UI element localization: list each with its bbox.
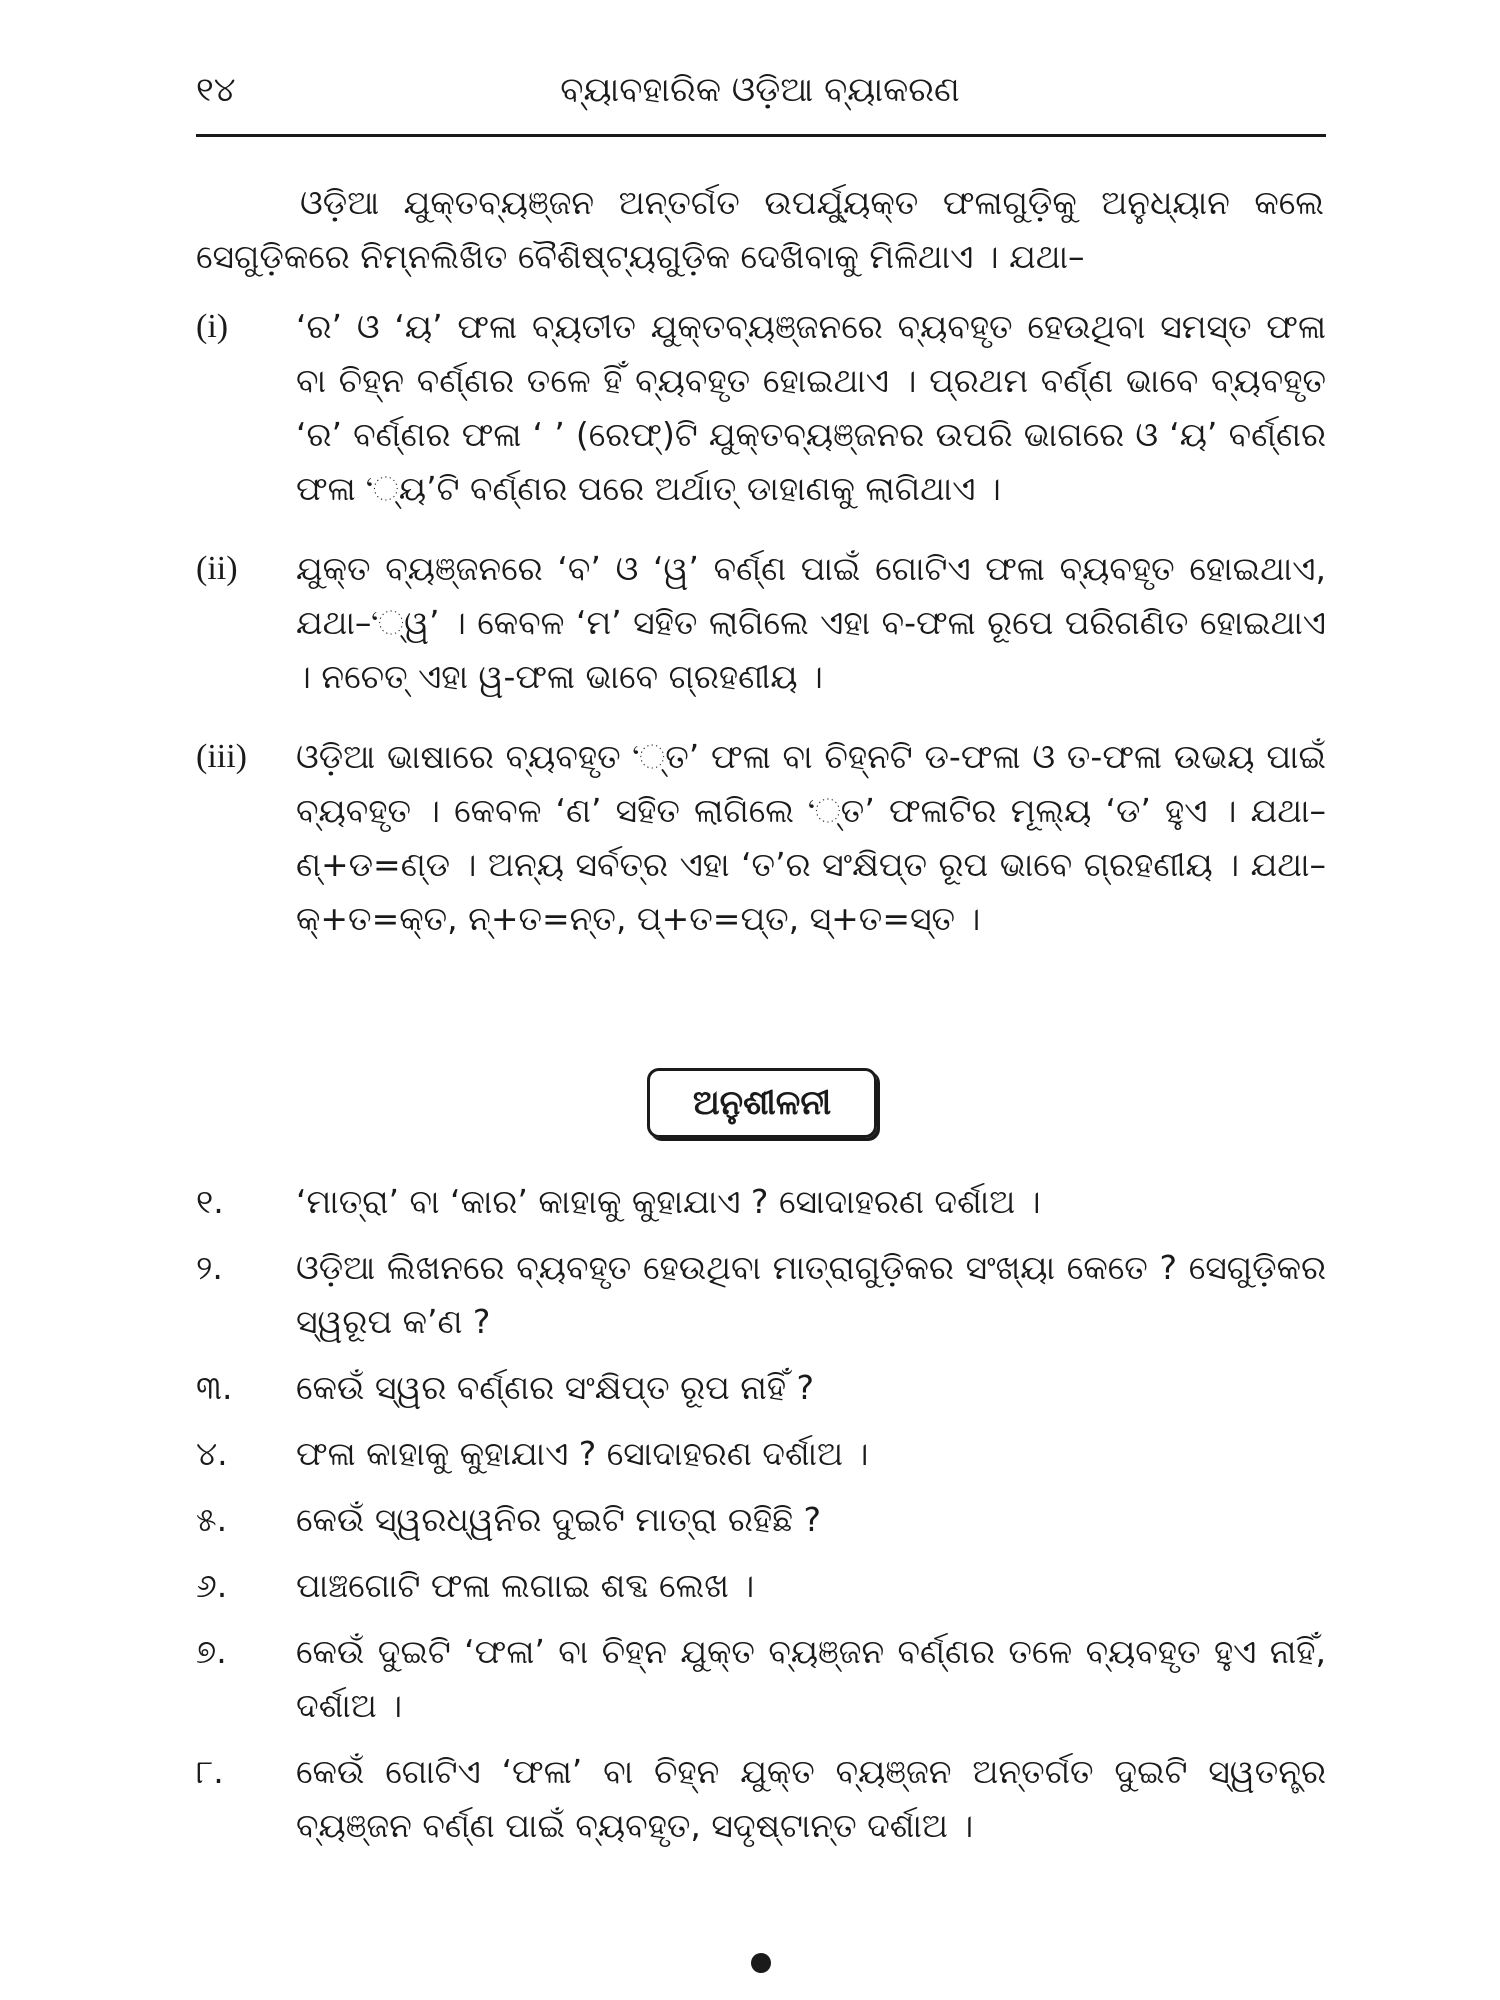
exercise-number: ୧. xyxy=(196,1182,224,1221)
exercise-item xyxy=(196,1361,1326,1415)
header-rule xyxy=(196,134,1326,137)
rule-text: ଓଡ଼ିଆ ଭାଷାରେ ବ୍ୟବହୃତ ‘୍ତ’ ଫଳା ବା ଚିହ୍ନଟି ଡ-ଫଳା ଓ ତ-ଫଳା ଉଭୟ ପାଇଁ ବ୍ୟବହୃତ । କେବଳ ‘ଣ’ ସହିତ ଲାଗିଲେ ‘୍ତ’ ଫଳାଟିର ମୂଲ୍ୟ ‘ଡ’ ହୁଏ । ଯଥା–ଣ୍+ଡ=ଣ୍ଡ । ଅନ୍ୟ ସର୍ବତ୍ର ଏହା ‘ତ’ର ସଂକ୍ଷିପ୍ତ ରୂପ ଭାବେ ଗ୍ରହଣୀୟ । ଯଥା–କ୍+ତ=କ୍ତ, ନ୍+ତ=ନ୍ତ, ପ୍+ତ=ପ୍ତ, ସ୍+ତ=ସ୍ତ । xyxy=(296,737,1326,938)
exercise-text: କେଉଁ ସ୍ୱର ବର୍ଣ୍ଣର ସଂକ୍ଷିପ୍ତ ରୂପ ନାହିଁ ? xyxy=(296,1368,815,1407)
exercise-item xyxy=(196,1493,1326,1547)
rule-marker: (iii) xyxy=(196,738,247,775)
exercise-item xyxy=(196,1559,1326,1613)
exercise-text: କେଉଁ ଗୋଟିଏ ‘ଫଳା’ ବା ଚିହ୍ନ ଯୁକ୍ତ ବ୍ୟଞ୍ଜନ ଅନ୍ତର୍ଗତ ଦୁଇଟି ସ୍ୱତନ୍ତ୍ର ବ୍ୟଞ୍ଜନ ବର୍ଣ୍ଣ ପାଇଁ ବ୍ୟବହୃତ, ସଦୃଷ୍ଟାନ୍ତ ଦର୍ଶାଅ । xyxy=(296,1752,1326,1845)
exercise-text: ଓଡ଼ିଆ ଲିଖନରେ ବ୍ୟବହୃତ ହେଉଥିବା ମାତ୍ରାଗୁଡ଼ିକର ସଂଖ୍ୟା କେତେ ? ସେଗୁଡ଼ିକର ସ୍ୱରୂପ କ’ଣ ? xyxy=(296,1248,1326,1341)
rule-marker: (i) xyxy=(196,308,229,345)
exercise-number: ୮. xyxy=(196,1752,224,1791)
exercise-text: ପାଞ୍ଚଗୋଟି ଫଳା ଲଗାଇ ଶବ୍ଦ ଲେଖ । xyxy=(296,1566,755,1605)
exercise-text: ଫଳା କାହାକୁ କୁହାଯାଏ ? ସୋଦାହରଣ ଦର୍ଶାଅ । xyxy=(296,1434,869,1473)
exercise-text: କେଉଁ ସ୍ୱରଧ୍ୱନିର ଦୁଇଟି ମାତ୍ରା ରହିଛି ? xyxy=(296,1500,822,1539)
exercise-item xyxy=(196,1175,1326,1229)
intro-paragraph: ଓଡ଼ିଆ ଯୁକ୍ତବ୍ୟଞ୍ଜନ ଅନ୍ତର୍ଗତ ଉପର୍ଯ୍ୟୁକ୍ତ ଫଳାଗୁଡ଼ିକୁ ଅନୁଧ୍ୟାନ କଲେ ସେଗୁଡ଼ିକରେ ନିମ୍ନଲିଖିତ ବୈଶିଷ୍ଟ୍ୟଗୁଡ଼ିକ ଦେଖିବାକୁ ମିଳିଥାଏ । ଯଥା– xyxy=(196,183,1324,276)
exercise-number: ୫. xyxy=(196,1500,228,1539)
page-number: ୧୪ xyxy=(196,70,236,110)
rule-item xyxy=(196,542,1326,704)
exercise-number: ୭. xyxy=(196,1632,227,1671)
exercise-text: ‘ମାତ୍ରା’ ବା ‘କାର’ କାହାକୁ କୁହାଯାଏ ? ସୋଦାହରଣ ଦର୍ଶାଅ । xyxy=(296,1182,1041,1221)
exercise-item xyxy=(196,1625,1326,1733)
rule-marker: (ii) xyxy=(196,550,238,587)
exercise-number: ୨. xyxy=(196,1248,223,1287)
rules-list xyxy=(196,300,1326,972)
exercise-item xyxy=(196,1427,1326,1481)
rule-item xyxy=(196,730,1326,946)
rule-item xyxy=(196,300,1326,516)
exercise-number: ୪. xyxy=(196,1434,228,1473)
exercise-list xyxy=(196,1175,1326,1865)
page-header xyxy=(196,62,1324,122)
footer-dot xyxy=(751,1953,771,1973)
rule-text: ‘ର’ ଓ ‘ୟ’ ଫଳା ବ୍ୟତୀତ ଯୁକ୍ତବ୍ୟଞ୍ଜନରେ ବ୍ୟବହୃତ ହେଉଥିବା ସମସ୍ତ ଫଳା ବା ଚିହ୍ନ ବର୍ଣ୍ଣର ତଳେ ହିଁ ବ୍ୟବହୃତ ହୋଇଥାଏ । ପ୍ରଥମ ବର୍ଣ୍ଣ ଭାବେ ବ୍ୟବହୃତ ‘ର’ ବର୍ଣ୍ଣର ଫଳା ‘ ’ (ରେଫ୍)ଟି ଯୁକ୍ତବ୍ୟଞ୍ଜନର ଉପରି ଭାଗରେ ଓ ‘ୟ’ ବର୍ଣ୍ଣର ଫଳା ‘୍ୟ’ଟି ବର୍ଣ୍ଣର ପରେ ଅର୍ଥାତ୍ ଡାହାଣକୁ ଲାଗିଥାଏ । xyxy=(296,307,1326,508)
exercise-text: କେଉଁ ଦୁଇଟି ‘ଫଳା’ ବା ଚିହ୍ନ ଯୁକ୍ତ ବ୍ୟଞ୍ଜନ ବର୍ଣ୍ଣର ତଳେ ବ୍ୟବହୃତ ହୁଏ ନାହିଁ, ଦର୍ଶାଅ । xyxy=(296,1632,1326,1725)
exercise-number: ୬. xyxy=(196,1566,228,1605)
section-heading: ଅନୁଶୀଳନୀ xyxy=(647,1068,877,1138)
exercise-item xyxy=(196,1241,1326,1349)
running-title: ବ୍ୟାବହାରିକ ଓଡ଼ିଆ ବ୍ୟାକରଣ xyxy=(560,70,960,110)
exercise-number: ୩. xyxy=(196,1368,233,1407)
exercise-item xyxy=(196,1745,1326,1853)
rule-text: ଯୁକ୍ତ ବ୍ୟଞ୍ଜନରେ ‘ବ’ ଓ ‘ୱ’ ବର୍ଣ୍ଣ ପାଇଁ ଗୋଟିଏ ଫଳା ବ୍ୟବହୃତ ହୋଇଥାଏ, ଯଥା–‘୍ୱ’ । କେବଳ ‘ମ’ ସହିତ ଲାଗିଲେ ଏହା ବ-ଫଳା ରୂପେ ପରିଗଣିତ ହୋଇଥାଏ । ନଚେତ୍ ଏହା ୱ-ଫଳା ଭାବେ ଗ୍ରହଣୀୟ । xyxy=(296,549,1326,696)
